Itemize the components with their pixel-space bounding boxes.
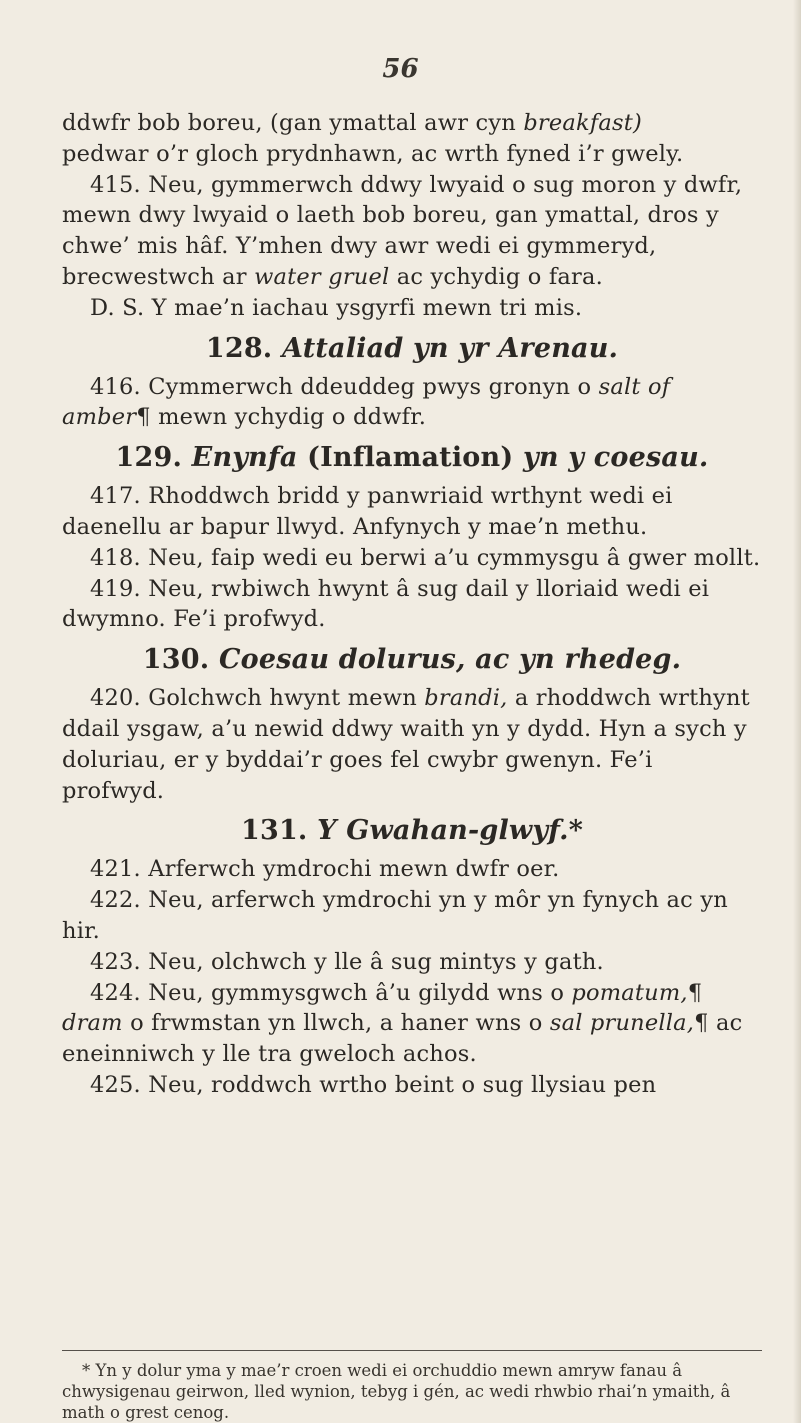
text-run: D. S. Y mae’n iachau ysgyrfi mewn tri mis. bbox=[90, 294, 583, 321]
section-title: Coesau dolurus, ac yn rhedeg. bbox=[218, 644, 682, 676]
text-run: o frwmstan yn llwch, a haner wns o bbox=[122, 1010, 550, 1037]
italic-term: dram bbox=[62, 1010, 123, 1037]
section-number: 129. bbox=[115, 442, 192, 474]
italic-term: salt of amber bbox=[62, 373, 671, 431]
italic-term: brandi, bbox=[424, 685, 508, 712]
text-run: ac ychydig o fara. bbox=[389, 263, 603, 290]
recipe-paragraph bbox=[62, 978, 762, 1070]
section-heading bbox=[62, 441, 762, 475]
recipe-paragraph bbox=[62, 170, 762, 293]
text-run: 421. Arferwch ymdrochi mewn dwfr oer. bbox=[90, 856, 560, 883]
recipe-paragraph bbox=[62, 481, 762, 543]
recipe-paragraph bbox=[62, 1070, 762, 1101]
footnote-rule bbox=[62, 1350, 762, 1351]
recipe-paragraph bbox=[62, 108, 762, 139]
text-run: 419. Neu, rwbiwch hwynt â sug dail y lloriaid wedi ei dwymno. Fe’i profwyd. bbox=[62, 575, 710, 633]
section-heading bbox=[62, 814, 762, 848]
text-run: ¶ mewn ychydig o ddwfr. bbox=[136, 404, 427, 431]
text-run: 416. Cymmerwch ddeuddeg pwys gronyn o bbox=[90, 373, 599, 400]
text-run: ¶ ac eneinniwch y lle tra gweloch achos. bbox=[62, 1010, 743, 1068]
body-text bbox=[62, 108, 762, 1101]
page-number: 56 bbox=[382, 54, 419, 84]
text-run: 420. Golchwch hwynt mewn bbox=[90, 685, 425, 712]
text-run: 415. Neu, gymmerwch ddwy lwyaid o sug moron y dwfr, mewn dwy lwyaid o laeth bob boreu, gan ymattal, dros y chwe’ mis hâf. Y’mhen dwy awr wedi ei gymmeryd, brecwestwch ar bbox=[62, 171, 743, 290]
recipe-paragraph bbox=[62, 293, 762, 324]
text-run: pedwar o’r gloch prydnhawn, ac wrth fyned i’r gwely. bbox=[62, 140, 684, 167]
recipe-paragraph bbox=[62, 139, 762, 170]
text-run: 425. Neu, roddwch wrtho beint o sug llysiau pen bbox=[90, 1071, 657, 1098]
recipe-paragraph bbox=[62, 543, 762, 574]
italic-term: water gruel bbox=[254, 263, 390, 290]
text-run: 417. Rhoddwch bridd y panwriaid wrthynt wedi ei daenellu ar bapur llwyd. Anfynych y mae’n methu. bbox=[62, 483, 673, 540]
recipe-paragraph bbox=[62, 574, 762, 636]
section-heading bbox=[62, 643, 762, 677]
section-number: 130. bbox=[142, 644, 219, 676]
section-title: Attaliad yn yr Arenau. bbox=[282, 332, 619, 364]
section-title: Enynfa bbox=[191, 442, 298, 474]
italic-term: sal prunella, bbox=[549, 1010, 695, 1037]
section-number: 128. bbox=[205, 332, 283, 364]
section-title-plain: (Inflamation) bbox=[297, 442, 523, 474]
text-run: 424. Neu, gymmysgwch â’u gilydd wns o bbox=[90, 979, 572, 1006]
recipe-paragraph bbox=[62, 854, 762, 885]
section-title-end: yn y coesau. bbox=[522, 442, 709, 474]
recipe-paragraph bbox=[62, 885, 762, 947]
italic-term: pomatum, bbox=[571, 979, 688, 1006]
text-run: ddwfr bob boreu, (gan ymattal awr cyn bbox=[62, 110, 524, 136]
text-run: 423. Neu, olchwch y lle â sug mintys y gath. bbox=[90, 948, 604, 975]
section-title: Y Gwahan-glwyf.* bbox=[317, 815, 584, 847]
text-run: 418. Neu, faip wedi eu berwi a’u cymmysgu â gwer mollt. bbox=[90, 544, 761, 571]
recipe-paragraph bbox=[62, 947, 762, 978]
footnote bbox=[62, 1360, 762, 1423]
text-run: ¶ bbox=[687, 979, 703, 1006]
page-edge bbox=[793, 0, 801, 1423]
text-run: a rhoddwch wrthynt ddail ysgaw, a’u newid ddwy waith yn y dydd. Hyn a sych y doluriau, er y byddai’r goes fel cwybr gwenyn. Fe’i profwyd. bbox=[62, 685, 750, 804]
section-number: 131. bbox=[240, 815, 318, 847]
footnote-text: * Yn y dolur yma y mae’r croen wedi ei orchuddio mewn amryw fanau â chwysigenau geirwon, lled wynion, tebyg i gén, ac wedi rhwbio rhai’n ymaith, â math o grest cenog. bbox=[62, 1361, 731, 1422]
recipe-paragraph bbox=[62, 683, 762, 806]
section-heading bbox=[62, 332, 762, 366]
text-run: 422. Neu, arferwch ymdrochi yn y môr yn fynych ac yn hir. bbox=[62, 887, 728, 944]
italic-term: breakfast) bbox=[523, 110, 642, 136]
recipe-paragraph bbox=[62, 372, 762, 434]
